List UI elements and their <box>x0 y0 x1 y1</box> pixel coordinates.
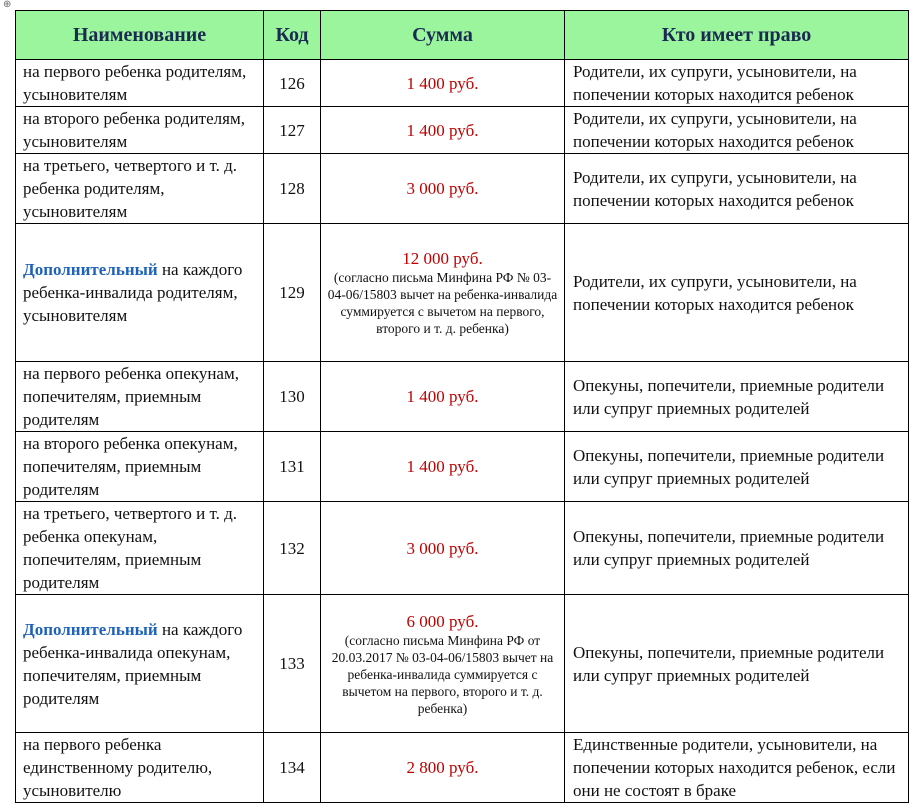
header-who: Кто имеет право <box>565 11 909 60</box>
amount-note: (согласно письма Минфина РФ № 03-04-06/15803 вычет на ребенка-инвалида суммируется с вычетом на первого, второго и т. д. ребенка) <box>327 270 558 336</box>
cell-who: Родители, их супруги, усыновители, на попечении которых находится ребенок <box>565 60 909 107</box>
name-text: на первого ребенка родителям, усыновителям <box>23 62 247 104</box>
cell-name <box>16 502 264 595</box>
cell-sum <box>321 107 565 154</box>
cell-name <box>16 432 264 502</box>
table-row <box>16 502 909 595</box>
name-text: на каждого ребенка-инвалида опекунам, попечителям, приемным родителям <box>23 619 243 708</box>
header-row <box>16 11 909 60</box>
header-name: Наименование <box>16 11 264 60</box>
cell-sum <box>321 502 565 595</box>
cell-sum <box>321 154 565 224</box>
amount: 12 000 руб. <box>402 249 483 268</box>
cell-code: 133 <box>264 595 321 733</box>
name-text: на третьего, четвертого и т. д. ребенка родителям, усыновителям <box>23 156 238 221</box>
cell-name <box>16 60 264 107</box>
amount: 6 000 руб. <box>406 611 479 631</box>
cell-who: Родители, их супруги, усыновители, на попечении которых находится ребенок <box>565 224 909 362</box>
cell-name <box>16 733 264 803</box>
cell-code: 126 <box>264 60 321 107</box>
cell-sum <box>321 224 565 362</box>
name-text: на второго ребенка родителям, усыновителям <box>23 109 245 151</box>
cell-code: 134 <box>264 733 321 803</box>
cell-code: 129 <box>264 224 321 362</box>
cell-code: 130 <box>264 362 321 432</box>
cell-who: Опекуны, попечители, приемные родители или супруг приемных родителей <box>565 595 909 733</box>
amount-note: (согласно письма Минфина РФ от 20.03.2017 № 03-04-06/15803 вычет на ребенка-инвалида суммируется с вычетом на первого, второго и т. д. ребенка) <box>331 632 554 716</box>
name-text: на каждого ребенка-инвалида родителям, усыновителям <box>23 260 243 325</box>
cell-name <box>16 107 264 154</box>
cell-code: 128 <box>264 154 321 224</box>
amount: 3 000 руб. <box>406 179 479 198</box>
amount: 2 800 руб. <box>406 758 479 777</box>
header-code: Код <box>264 11 321 60</box>
table-row <box>16 432 909 502</box>
cell-name <box>16 362 264 432</box>
cell-name <box>16 224 264 362</box>
table-row <box>16 154 909 224</box>
cell-who: Родители, их супруги, усыновители, на попечении которых находится ребенок <box>565 154 909 224</box>
cell-code: 127 <box>264 107 321 154</box>
cell-who: Опекуны, попечители, приемные родители или супруг приемных родителей <box>565 502 909 595</box>
name-text: на третьего, четвертого и т. д. ребенка опекунам, попечителям, приемным родителям <box>23 504 238 592</box>
extra-label: Дополнительный <box>23 619 158 639</box>
amount: 1 400 руб. <box>406 120 479 140</box>
table-row <box>16 595 909 733</box>
extra-label: Дополнительный <box>23 260 158 279</box>
table-row <box>16 224 909 362</box>
cell-who: Единственные родители, усыновители, на попечении которых находится ребенок, если они не состоят в браке <box>565 733 909 803</box>
amount: 1 400 руб. <box>406 73 479 93</box>
cell-sum <box>321 60 565 107</box>
table-row <box>16 362 909 432</box>
cell-sum <box>321 432 565 502</box>
cell-code: 132 <box>264 502 321 595</box>
table-row <box>16 60 909 107</box>
cell-sum <box>321 733 565 803</box>
name-text: на первого ребенка опекунам, попечителям, приемным родителям <box>23 364 239 429</box>
cell-who: Родители, их супруги, усыновители, на попечении которых находится ребенок <box>565 107 909 154</box>
amount: 1 400 руб. <box>406 387 479 406</box>
cell-who: Опекуны, попечители, приемные родители или супруг приемных родителей <box>565 432 909 502</box>
cell-name <box>16 154 264 224</box>
cell-who: Опекуны, попечители, приемные родители или супруг приемных родителей <box>565 362 909 432</box>
amount: 1 400 руб. <box>406 457 479 476</box>
table-move-handle-icon[interactable]: ⊕ <box>3 0 12 10</box>
table-row <box>16 733 909 803</box>
deductions-table <box>15 10 909 803</box>
table-row <box>16 107 909 154</box>
name-text: на первого ребенка единственному родителю, усыновителю <box>23 735 213 800</box>
cell-sum <box>321 362 565 432</box>
name-text: на второго ребенка опекунам, попечителям, приемным родителям <box>23 434 238 499</box>
header-sum: Сумма <box>321 11 565 60</box>
amount: 3 000 руб. <box>406 538 479 558</box>
cell-sum <box>321 595 565 733</box>
cell-name <box>16 595 264 733</box>
cell-code: 131 <box>264 432 321 502</box>
